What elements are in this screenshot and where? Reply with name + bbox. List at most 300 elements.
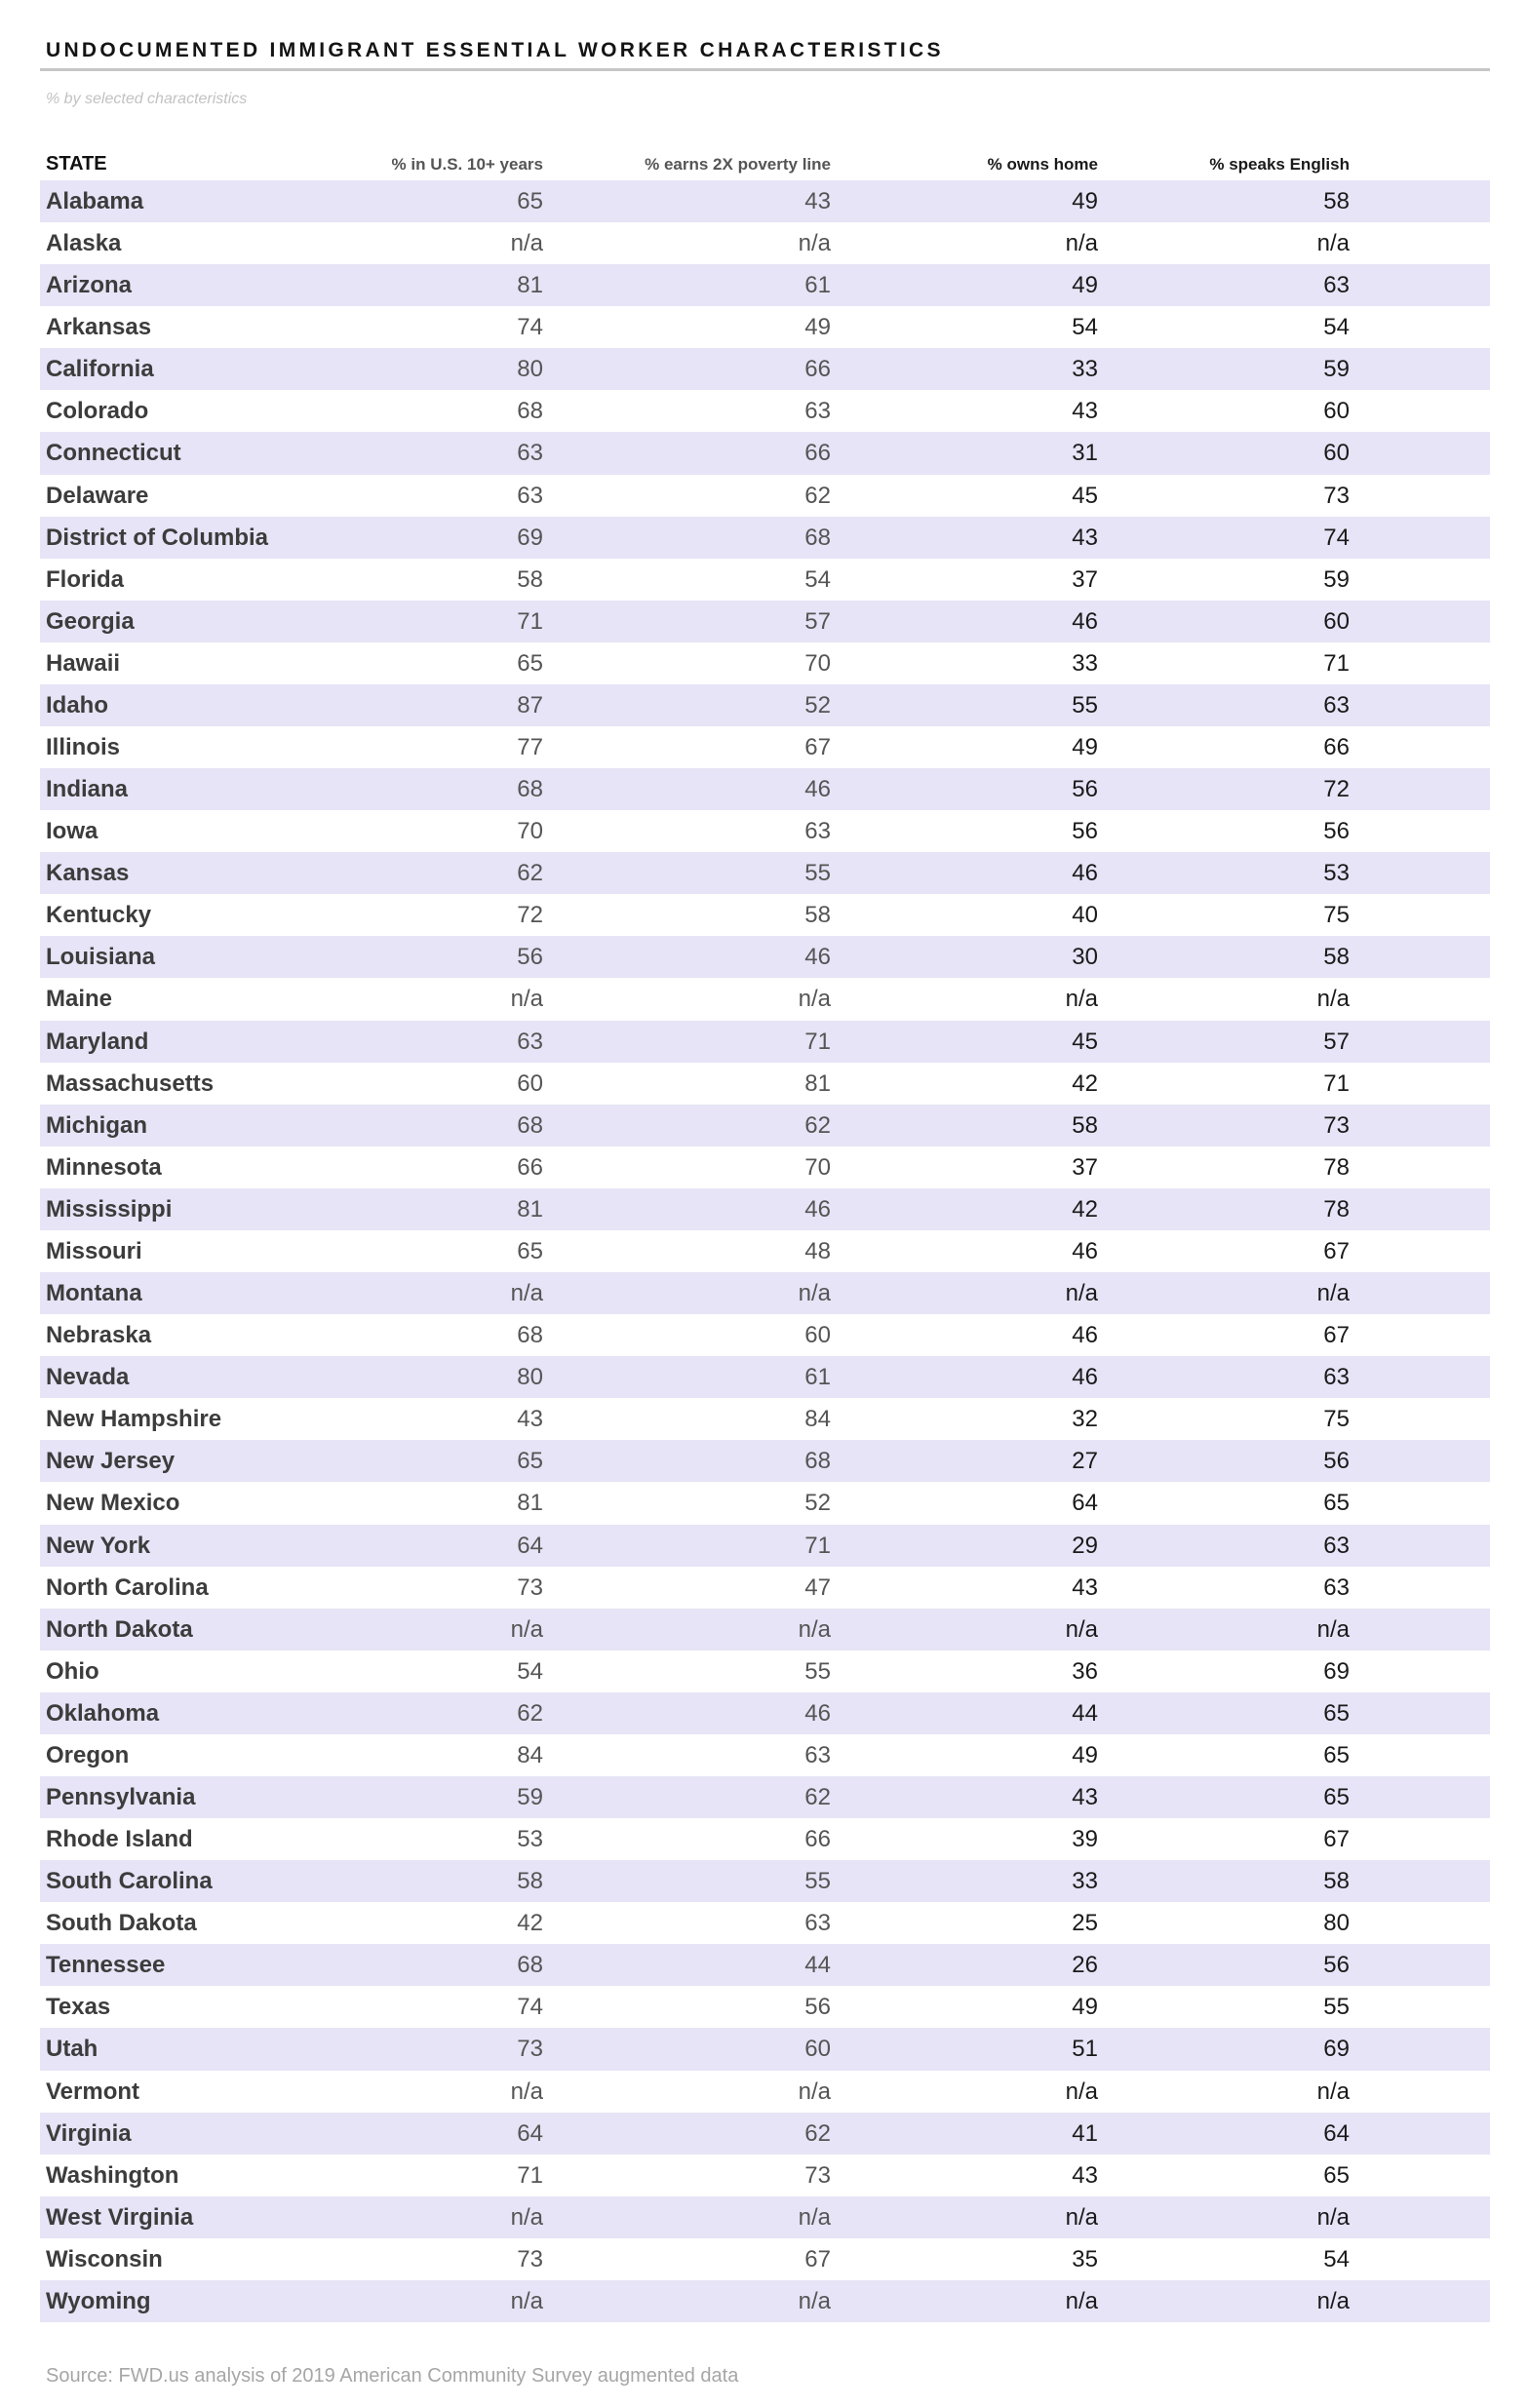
state-cell: Connecticut	[46, 440, 181, 467]
table-row	[40, 1818, 1490, 1860]
home-cell: 31	[1072, 440, 1098, 467]
poverty-cell: n/a	[798, 1615, 831, 1643]
english-cell: 56	[1323, 1448, 1350, 1475]
home-cell: 27	[1072, 1448, 1098, 1475]
poverty-cell: 63	[804, 1741, 831, 1768]
poverty-cell: n/a	[798, 2078, 831, 2105]
english-cell: 54	[1323, 314, 1350, 341]
years-cell: 58	[517, 1868, 543, 1895]
poverty-cell: 84	[804, 1406, 831, 1433]
page-subtitle: % by selected characteristics	[46, 91, 248, 107]
english-cell: 78	[1323, 1153, 1350, 1181]
table-row	[40, 2238, 1490, 2280]
table-row	[40, 1146, 1490, 1188]
english-cell: 73	[1323, 1111, 1350, 1139]
table-row	[40, 559, 1490, 601]
english-cell: 65	[1323, 1783, 1350, 1810]
table-row	[40, 1734, 1490, 1776]
poverty-cell: 54	[804, 565, 831, 593]
table-row	[40, 1314, 1490, 1356]
years-cell: n/a	[510, 230, 543, 257]
table-row	[40, 348, 1490, 390]
poverty-cell: 48	[804, 1237, 831, 1264]
years-cell: n/a	[510, 1280, 543, 1307]
years-cell: 68	[517, 776, 543, 803]
english-cell: 66	[1323, 734, 1350, 761]
state-cell: South Carolina	[46, 1868, 213, 1895]
years-cell: 62	[517, 860, 543, 887]
state-cell: Ohio	[46, 1657, 99, 1685]
english-cell: 63	[1323, 1532, 1350, 1559]
home-cell: 58	[1072, 1111, 1098, 1139]
poverty-cell: 71	[804, 1532, 831, 1559]
table-row	[40, 642, 1490, 684]
poverty-cell: 62	[804, 1783, 831, 1810]
years-cell: 65	[517, 649, 543, 677]
years-cell: 42	[517, 1910, 543, 1937]
state-cell: Mississippi	[46, 1195, 173, 1223]
english-cell: 65	[1323, 1699, 1350, 1727]
home-cell: 35	[1072, 2245, 1098, 2272]
home-cell: 56	[1072, 818, 1098, 845]
table-row	[40, 2113, 1490, 2155]
state-cell: Arkansas	[46, 314, 152, 341]
poverty-cell: 60	[804, 2036, 831, 2063]
home-cell: 51	[1072, 2036, 1098, 2063]
table-row	[40, 1609, 1490, 1651]
home-cell: 33	[1072, 356, 1098, 383]
state-cell: Maryland	[46, 1028, 149, 1055]
english-cell: 67	[1323, 1237, 1350, 1264]
state-cell: North Dakota	[46, 1615, 193, 1643]
home-cell: 43	[1072, 524, 1098, 551]
state-cell: Hawaii	[46, 649, 121, 677]
years-cell: 68	[517, 1322, 543, 1349]
state-cell: Tennessee	[46, 1952, 166, 1979]
state-cell: Wisconsin	[46, 2245, 163, 2272]
poverty-cell: 62	[804, 2119, 831, 2147]
years-cell: 80	[517, 356, 543, 383]
state-cell: Kentucky	[46, 902, 152, 929]
poverty-cell: n/a	[798, 986, 831, 1013]
english-cell: 69	[1323, 2036, 1350, 2063]
home-cell: 49	[1072, 1741, 1098, 1768]
table-row	[40, 1986, 1490, 2028]
home-cell: 33	[1072, 1868, 1098, 1895]
home-cell: 41	[1072, 2119, 1098, 2147]
poverty-cell: 63	[804, 398, 831, 425]
english-cell: 56	[1323, 1952, 1350, 1979]
state-cell: Georgia	[46, 607, 135, 635]
header-home: % owns home	[987, 155, 1098, 174]
home-cell: 43	[1072, 1573, 1098, 1601]
english-cell: 71	[1323, 1069, 1350, 1097]
table-row	[40, 1567, 1490, 1609]
years-cell: 80	[517, 1364, 543, 1391]
years-cell: 68	[517, 1952, 543, 1979]
years-cell: 60	[517, 1069, 543, 1097]
poverty-cell: 56	[804, 1994, 831, 2021]
english-cell: 65	[1323, 2161, 1350, 2189]
poverty-cell: 67	[804, 2245, 831, 2272]
table-row	[40, 1230, 1490, 1272]
poverty-cell: 60	[804, 1322, 831, 1349]
table-row	[40, 1021, 1490, 1063]
poverty-cell: 68	[804, 524, 831, 551]
poverty-cell: 55	[804, 1657, 831, 1685]
table-row	[40, 180, 1490, 222]
state-cell: Louisiana	[46, 944, 156, 971]
table-row	[40, 1860, 1490, 1902]
english-cell: 64	[1323, 2119, 1350, 2147]
home-cell: 54	[1072, 314, 1098, 341]
table-row	[40, 601, 1490, 642]
poverty-cell: 57	[804, 607, 831, 635]
years-cell: 81	[517, 1195, 543, 1223]
poverty-cell: 68	[804, 1448, 831, 1475]
state-cell: West Virginia	[46, 2203, 194, 2231]
state-cell: Missouri	[46, 1237, 142, 1264]
english-cell: 63	[1323, 1573, 1350, 1601]
source-note: Source: FWD.us analysis of 2019 American Community Survey augmented data	[46, 2365, 739, 2387]
state-cell: Alaska	[46, 230, 122, 257]
english-cell: 65	[1323, 1741, 1350, 1768]
poverty-cell: 66	[804, 1826, 831, 1853]
english-cell: n/a	[1316, 1280, 1350, 1307]
home-cell: n/a	[1065, 1280, 1098, 1307]
years-cell: 65	[517, 1448, 543, 1475]
poverty-cell: 46	[804, 1699, 831, 1727]
state-cell: Alabama	[46, 188, 144, 214]
years-cell: 66	[517, 1153, 543, 1181]
state-cell: Kansas	[46, 860, 130, 887]
poverty-cell: 52	[804, 691, 831, 719]
english-cell: n/a	[1316, 230, 1350, 257]
home-cell: n/a	[1065, 1615, 1098, 1643]
english-cell: 60	[1323, 398, 1350, 425]
table-row	[40, 222, 1490, 264]
home-cell: 46	[1072, 607, 1098, 635]
table-row	[40, 475, 1490, 517]
table-row	[40, 1398, 1490, 1440]
home-cell: n/a	[1065, 986, 1098, 1013]
state-cell: New Hampshire	[46, 1406, 222, 1433]
poverty-cell: 63	[804, 1910, 831, 1937]
home-cell: 25	[1072, 1910, 1098, 1937]
years-cell: 74	[517, 314, 543, 341]
home-cell: 43	[1072, 1783, 1098, 1810]
poverty-cell: 70	[804, 649, 831, 677]
years-cell: 63	[517, 440, 543, 467]
state-cell: Maine	[46, 986, 113, 1013]
poverty-cell: 70	[804, 1153, 831, 1181]
state-cell: Virginia	[46, 2119, 132, 2147]
state-cell: Utah	[46, 2036, 98, 2063]
state-cell: New Mexico	[46, 1490, 180, 1517]
header-state: STATE	[46, 153, 107, 175]
state-cell: Vermont	[46, 2078, 140, 2105]
table-row	[40, 2155, 1490, 2196]
table-row	[40, 1356, 1490, 1398]
table-row	[40, 1063, 1490, 1105]
english-cell: 58	[1323, 188, 1350, 214]
table-row	[40, 1651, 1490, 1692]
table-row	[40, 1944, 1490, 1986]
state-cell: Wyoming	[46, 2287, 151, 2314]
home-cell: 43	[1072, 398, 1098, 425]
state-cell: Oklahoma	[46, 1699, 160, 1727]
title-divider	[40, 68, 1490, 71]
home-cell: 32	[1072, 1406, 1098, 1433]
years-cell: 70	[517, 818, 543, 845]
english-cell: 67	[1323, 1826, 1350, 1853]
english-cell: 65	[1323, 1490, 1350, 1517]
english-cell: 53	[1323, 860, 1350, 887]
poverty-cell: 46	[804, 1195, 831, 1223]
table-row	[40, 390, 1490, 432]
poverty-cell: 67	[804, 734, 831, 761]
header-years: % in U.S. 10+ years	[391, 155, 543, 174]
years-cell: 63	[517, 1028, 543, 1055]
poverty-cell: 58	[804, 902, 831, 929]
years-cell: n/a	[510, 1615, 543, 1643]
english-cell: 60	[1323, 440, 1350, 467]
table-row	[40, 1482, 1490, 1524]
english-cell: 63	[1323, 1364, 1350, 1391]
years-cell: 43	[517, 1406, 543, 1433]
home-cell: 49	[1072, 272, 1098, 299]
poverty-cell: 73	[804, 2161, 831, 2189]
poverty-cell: 62	[804, 482, 831, 509]
header-poverty: % earns 2X poverty line	[645, 155, 831, 174]
english-cell: 55	[1323, 1994, 1350, 2021]
poverty-cell: 61	[804, 272, 831, 299]
years-cell: 58	[517, 565, 543, 593]
poverty-cell: 55	[804, 1868, 831, 1895]
english-cell: n/a	[1316, 2287, 1350, 2314]
english-cell: 59	[1323, 356, 1350, 383]
state-cell: Delaware	[46, 482, 149, 509]
state-cell: Florida	[46, 565, 125, 593]
table-row	[40, 517, 1490, 559]
home-cell: n/a	[1065, 2078, 1098, 2105]
home-cell: 46	[1072, 1322, 1098, 1349]
table-row	[40, 726, 1490, 768]
state-cell: New Jersey	[46, 1448, 176, 1475]
home-cell: 39	[1072, 1826, 1098, 1853]
poverty-cell: 61	[804, 1364, 831, 1391]
home-cell: 43	[1072, 2161, 1098, 2189]
home-cell: 40	[1072, 902, 1098, 929]
state-cell: Montana	[46, 1280, 142, 1307]
years-cell: 72	[517, 902, 543, 929]
years-cell: 59	[517, 1783, 543, 1810]
poverty-cell: 55	[804, 860, 831, 887]
years-cell: 74	[517, 1994, 543, 2021]
poverty-cell: 46	[804, 944, 831, 971]
home-cell: 49	[1072, 1994, 1098, 2021]
poverty-cell: 66	[804, 440, 831, 467]
years-cell: 65	[517, 1237, 543, 1264]
years-cell: 53	[517, 1826, 543, 1853]
table-row	[40, 978, 1490, 1020]
poverty-cell: 47	[804, 1573, 831, 1601]
state-cell: Minnesota	[46, 1153, 162, 1181]
home-cell: n/a	[1065, 2287, 1098, 2314]
home-cell: 49	[1072, 188, 1098, 214]
table-row	[40, 768, 1490, 810]
poverty-cell: 44	[804, 1952, 831, 1979]
years-cell: 73	[517, 1573, 543, 1601]
state-cell: Illinois	[46, 734, 121, 761]
poverty-cell: 66	[804, 356, 831, 383]
poverty-cell: n/a	[798, 1280, 831, 1307]
poverty-cell: 43	[804, 188, 831, 214]
home-cell: 26	[1072, 1952, 1098, 1979]
table-row	[40, 2196, 1490, 2238]
home-cell: 44	[1072, 1699, 1098, 1727]
years-cell: 63	[517, 482, 543, 509]
poverty-cell: 49	[804, 314, 831, 341]
english-cell: 59	[1323, 565, 1350, 593]
header-english: % speaks English	[1209, 155, 1350, 174]
years-cell: n/a	[510, 986, 543, 1013]
table-row	[40, 264, 1490, 306]
state-cell: Oregon	[46, 1741, 130, 1768]
state-cell: North Carolina	[46, 1573, 209, 1601]
poverty-cell: 81	[804, 1069, 831, 1097]
state-cell: Nevada	[46, 1364, 130, 1391]
poverty-cell: n/a	[798, 230, 831, 257]
poverty-cell: n/a	[798, 2203, 831, 2231]
table-row	[40, 432, 1490, 474]
state-cell: Michigan	[46, 1111, 148, 1139]
english-cell: 63	[1323, 272, 1350, 299]
years-cell: 84	[517, 1741, 543, 1768]
english-cell: 78	[1323, 1195, 1350, 1223]
poverty-cell: 63	[804, 818, 831, 845]
state-cell: Nebraska	[46, 1322, 152, 1349]
state-cell: Washington	[46, 2161, 179, 2189]
english-cell: 72	[1323, 776, 1350, 803]
years-cell: 71	[517, 2161, 543, 2189]
home-cell: 36	[1072, 1657, 1098, 1685]
table-row	[40, 894, 1490, 936]
english-cell: n/a	[1316, 1615, 1350, 1643]
state-cell: District of Columbia	[46, 524, 269, 551]
years-cell: 65	[517, 188, 543, 214]
years-cell: n/a	[510, 2287, 543, 2314]
home-cell: 55	[1072, 691, 1098, 719]
home-cell: 64	[1072, 1490, 1098, 1517]
years-cell: n/a	[510, 2078, 543, 2105]
years-cell: 62	[517, 1699, 543, 1727]
table-row	[40, 684, 1490, 726]
state-cell: California	[46, 356, 154, 383]
home-cell: 30	[1072, 944, 1098, 971]
table-row	[40, 1525, 1490, 1567]
state-cell: Massachusetts	[46, 1069, 215, 1097]
table-row	[40, 1776, 1490, 1818]
state-cell: Texas	[46, 1994, 111, 2021]
home-cell: 46	[1072, 1364, 1098, 1391]
years-cell: 73	[517, 2245, 543, 2272]
years-cell: 69	[517, 524, 543, 551]
state-cell: Idaho	[46, 691, 108, 719]
table-row	[40, 936, 1490, 978]
years-cell: 56	[517, 944, 543, 971]
data-table	[40, 151, 1490, 2322]
table-row	[40, 810, 1490, 852]
english-cell: 75	[1323, 1406, 1350, 1433]
english-cell: 80	[1323, 1910, 1350, 1937]
english-cell: n/a	[1316, 986, 1350, 1013]
state-cell: South Dakota	[46, 1910, 197, 1937]
home-cell: 42	[1072, 1069, 1098, 1097]
home-cell: 49	[1072, 734, 1098, 761]
table-row	[40, 2071, 1490, 2113]
home-cell: 45	[1072, 1028, 1098, 1055]
home-cell: n/a	[1065, 230, 1098, 257]
state-cell: Arizona	[46, 272, 133, 299]
poverty-cell: 46	[804, 776, 831, 803]
years-cell: 64	[517, 1532, 543, 1559]
poverty-cell: n/a	[798, 2287, 831, 2314]
table-row	[40, 852, 1490, 894]
english-cell: 75	[1323, 902, 1350, 929]
poverty-cell: 52	[804, 1490, 831, 1517]
home-cell: 46	[1072, 860, 1098, 887]
years-cell: 87	[517, 691, 543, 719]
state-cell: Iowa	[46, 818, 98, 845]
english-cell: 54	[1323, 2245, 1350, 2272]
years-cell: 81	[517, 1490, 543, 1517]
table-row	[40, 1440, 1490, 1482]
state-cell: New York	[46, 1532, 151, 1559]
home-cell: n/a	[1065, 2203, 1098, 2231]
table-row	[40, 1272, 1490, 1314]
years-cell: 71	[517, 607, 543, 635]
years-cell: 54	[517, 1657, 543, 1685]
home-cell: 45	[1072, 482, 1098, 509]
english-cell: 74	[1323, 524, 1350, 551]
years-cell: 81	[517, 272, 543, 299]
state-cell: Rhode Island	[46, 1826, 193, 1853]
table-row	[40, 1692, 1490, 1734]
english-cell: 57	[1323, 1028, 1350, 1055]
table-row	[40, 306, 1490, 348]
home-cell: 29	[1072, 1532, 1098, 1559]
state-cell: Colorado	[46, 398, 149, 425]
state-cell: Pennsylvania	[46, 1783, 196, 1810]
english-cell: 60	[1323, 607, 1350, 635]
english-cell: 69	[1323, 1657, 1350, 1685]
table-row	[40, 1105, 1490, 1146]
page-title: UNDOCUMENTED IMMIGRANT ESSENTIAL WORKER CHARACTERISTICS	[46, 39, 944, 61]
home-cell: 33	[1072, 649, 1098, 677]
english-cell: 58	[1323, 944, 1350, 971]
poverty-cell: 62	[804, 1111, 831, 1139]
years-cell: 68	[517, 398, 543, 425]
years-cell: 73	[517, 2036, 543, 2063]
table-row	[40, 2280, 1490, 2322]
table-row	[40, 2028, 1490, 2070]
state-cell: Indiana	[46, 776, 129, 803]
english-cell: 56	[1323, 818, 1350, 845]
home-cell: 42	[1072, 1195, 1098, 1223]
years-cell: 77	[517, 734, 543, 761]
english-cell: n/a	[1316, 2078, 1350, 2105]
